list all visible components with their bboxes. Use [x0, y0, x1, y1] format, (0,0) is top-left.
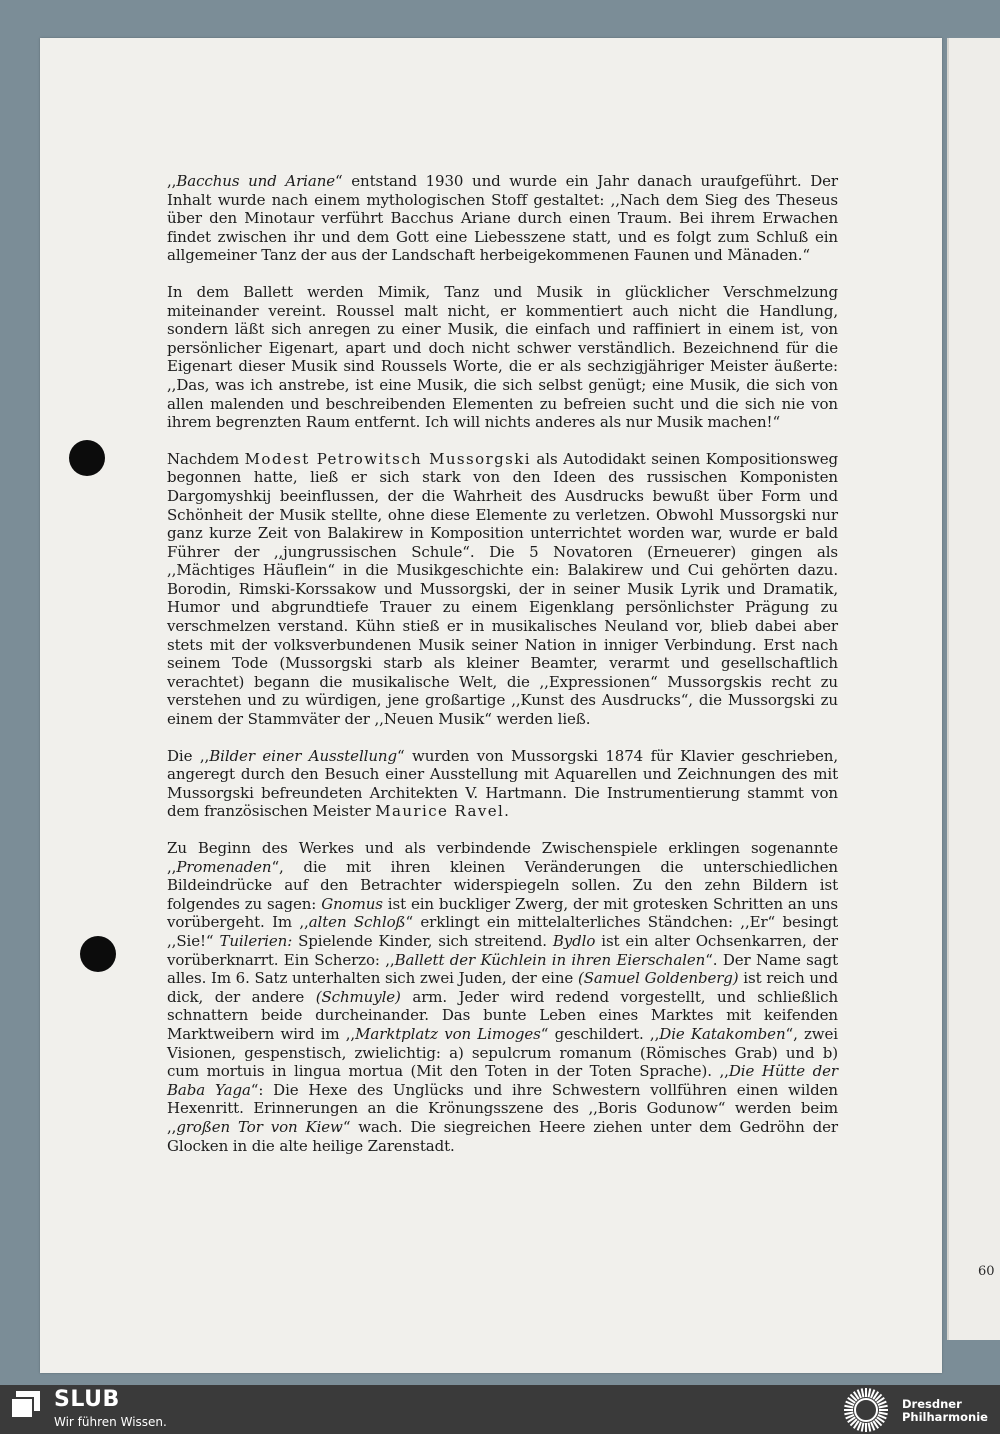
paragraph-4-run: Die ,,	[167, 746, 210, 765]
slub-logo-icon	[8, 1391, 42, 1421]
paragraph-1-run: “ entstand 1930 und wurde ein Jahr danach uraufgeführt. Der Inhalt wurde nach einem mythologischen Stoff gestaltet: ,,Nach dem Sieg des Theseus über den Minotaur verführt Bacchus Ariane durch einen Traum. Bei ihrem Erwachen findet zwischen ihr und dem Gott eine Liebesszene statt, und es folgt zum Schluß ein allgemeiner Tanz der aus der Landschaft herbeigekommenen Faunen und Mänaden.“	[167, 172, 838, 265]
paragraph-5-run: “. Der Name sagt alles. Im 6. Satz unterhalten sich zwei Juden, der eine	[167, 950, 839, 988]
paragraph-5-run: ist reich und dick, der andere	[167, 969, 838, 1006]
paragraph-5-run: Promenaden	[176, 857, 272, 876]
facing-page-edge	[947, 38, 1000, 1340]
paragraph-3	[167, 450, 838, 729]
paragraph-1-run: ,,	[167, 172, 177, 190]
page-number: 60	[978, 1264, 995, 1279]
paragraph-5-run: “ geschildert. ,,	[540, 1024, 660, 1043]
paragraph-5-run: Die Katakomben	[659, 1024, 786, 1043]
logo-ray	[862, 1423, 864, 1432]
paragraph-5-run: ist ein buckliger Zwerg, der mit grotesken Schritten an uns vorübergeht. Im ,,	[167, 894, 838, 932]
partner-name[interactable]	[902, 1398, 988, 1424]
punch-hole-bottom	[80, 936, 116, 972]
paragraph-5-run: (Samuel Goldenberg)	[577, 969, 739, 988]
paragraph-1	[167, 172, 838, 265]
paragraph-5-run: alten Schloß	[308, 913, 406, 932]
paragraph-5-run: arm. Jeder wird redend vorgestellt, und schließlich schnattern beide durcheinander. Das bunte Leben eines Marktes mit keifenden Marktweibern wird im ,,	[167, 987, 839, 1043]
article-text	[167, 172, 838, 1175]
paragraph-5	[167, 839, 838, 1155]
paragraph-3-run: als Autodidakt seinen Kompositionsweg begonnen hatte, ließ er sich stark von den Ideen des russischen Komponisten Dargomyshkij beeinflussen, der die Wahrheit des Ausdrucks bewußt über Form und Schönheit der Musik stellte, ohne diese Elemente zu verletzen. Obwohl Mussorgski nur ganz kurze Zeit von Balakirew in Komposition unterrichtet worden war, wurde er bald Führer der ,,jungrussischen Schule“. Die 5 Novatoren (Erneuerer) gingen als ,,Mächtiges Häuflein“ in die Musikgeschichte ein: Balakirew und Cui gehörten dazu. Borodin, Rimski-Korssakow und Mussorgski, der in seiner Musik Lyrik und Dramatik, Humor und abgrundtiefe Trauer zu einem Eigenklang persönlichster Prägung zu verschmelzen verstand. Kühn stieß er in musikalisches Neuland vor, blieb dabei aber stets mit der volksverbundenen Musik seiner Nation in inniger Verbindung. Erst nach seinem Tode (Mussorgski starb als kleiner Beamter, verarmt und gesellschaftlich verachtet) begann die musikalische Welt, die ,,Expressionen“ Mussorgskis recht zu verstehen und zu würdigen, jene großartige ,,Kunst des Ausdrucks“, die Mussorgski zu einem der Stammväter der ,,Neuen Musik“ werden ließ.	[167, 449, 838, 729]
paragraph-5-run: (Schmuyle)	[315, 987, 401, 1006]
logo-ray	[869, 1423, 871, 1432]
paragraph-5-run: Spielende Kinder, sich streitend.	[292, 931, 553, 950]
logo-ray	[869, 1388, 871, 1397]
paragraph-4-run: Bilder einer Ausstellung	[209, 746, 397, 765]
paragraph-5-run: Gnomus	[321, 894, 383, 913]
paragraph-5-run: Zu Beginn des Werkes und als verbindende Zwischenspiele erklingen sogenannte ,,	[167, 839, 838, 876]
logo-ray	[862, 1388, 864, 1397]
paragraph-5-run: Ballett der Küchlein in ihren Eierschalen	[394, 950, 706, 969]
paragraph-4-run: “ wurden von Mussorgski 1874 für Klavier geschrieben, angeregt durch den Besuch einer Ausstellung mit Aquarellen und Zeichnungen des mit Mussorgski befreundeten Architekten V. Hartmann. Die Instrumentierung stammt von dem französischen Meister	[167, 746, 839, 821]
library-tagline: Wir führen Wissen.	[54, 1415, 167, 1429]
logo-ray	[879, 1413, 888, 1415]
paragraph-5-run: Die Hütte der Baba Yaga	[167, 1062, 838, 1099]
paragraph-5-run: “, die mit ihren kleinen Veränderungen die unterschiedlichen Bildeindrücke auf den Betrachter widerspiegeln sollen. Zu den zehn Bildern ist folgendes zu sagen:	[167, 857, 838, 913]
philharmonie-logo-icon	[842, 1387, 890, 1433]
partner-name-line1: Dresdner	[902, 1397, 962, 1411]
paragraph-5-run: “ wach. Die siegreichen Heere ziehen unter dem Gedröhn der Glocken in die alte heilige Zarenstadt.	[167, 1117, 838, 1155]
partner-name-line2: Philharmonie	[902, 1410, 988, 1424]
paragraph-3-run: Modest Petrowitsch Mussorgski	[244, 449, 531, 468]
paragraph-5-run: Bydlo	[552, 931, 596, 950]
punch-hole-top	[69, 440, 105, 476]
paragraph-4	[167, 747, 838, 821]
paragraph-5-run: “: Die Hexe des Unglücks und ihre Schwestern vollführen einen wilden Hexenritt. Erinnerungen an die Krönungsszene des ,,Boris Godunow“ werden beim ,,	[167, 1080, 838, 1136]
paragraph-5-run: “, zwei Visionen, gespenstisch, zwielichtig: a) sepulcrum romanum (Römisches Grab) und b) cum mortuis in lingua mortua (Mit den Toten in der Toten Sprache). ,,	[167, 1024, 839, 1081]
paragraph-3-run: Nachdem	[167, 449, 245, 468]
paragraph-5-run: großen Tor von Kiew	[176, 1117, 343, 1136]
paragraph-2	[167, 283, 838, 432]
paragraph-5-run: Tuilerien:	[219, 931, 293, 950]
paragraph-2-run: In dem Ballett werden Mimik, Tanz und Musik in glücklicher Verschmelzung miteinander vereint. Roussel malt nicht, er kommentiert auch nicht die Handlung, sondern läßt sich anregen zu einer Musik, die einfach und raffiniert in einem ist, von persönlicher Eigenart, apart und doch nicht schwer verständlich. Bezeichnend für die Eigenart dieser Musik sind Roussels Worte, die er als sechzigjähriger Meister äußerte: ,,Das, was ich anstrebe, ist eine Musik, die sich selbst genügt; eine Musik, die sich von allen malenden und beschreibenden Elementen zu befreien sucht und die sich nie von ihrem begrenzten Raum entfernt. Ich will nichts anderes als nur Musik machen!“	[167, 282, 838, 432]
paragraph-4-run: .	[504, 802, 509, 821]
paragraph-5-run: Marktplatz von Limoges	[355, 1024, 541, 1043]
library-name[interactable]: SLUB	[54, 1387, 120, 1412]
paragraph-5-run: “ erklingt ein mittelalterliches Ständchen: ,,Er“ besingt ,,Sie!“	[167, 913, 839, 950]
logo-ray	[844, 1413, 853, 1415]
paragraph-5-run: ist ein alter Ochsenkarren, der vorüberknarrt. Ein Scherzo: ,,	[167, 931, 838, 969]
paragraph-1-run: Bacchus und Ariane	[176, 172, 336, 190]
logo-ray	[844, 1406, 853, 1408]
footer-bar	[0, 1385, 1000, 1434]
paragraph-4-run: Maurice Ravel	[375, 802, 505, 821]
logo-ray	[879, 1406, 888, 1408]
